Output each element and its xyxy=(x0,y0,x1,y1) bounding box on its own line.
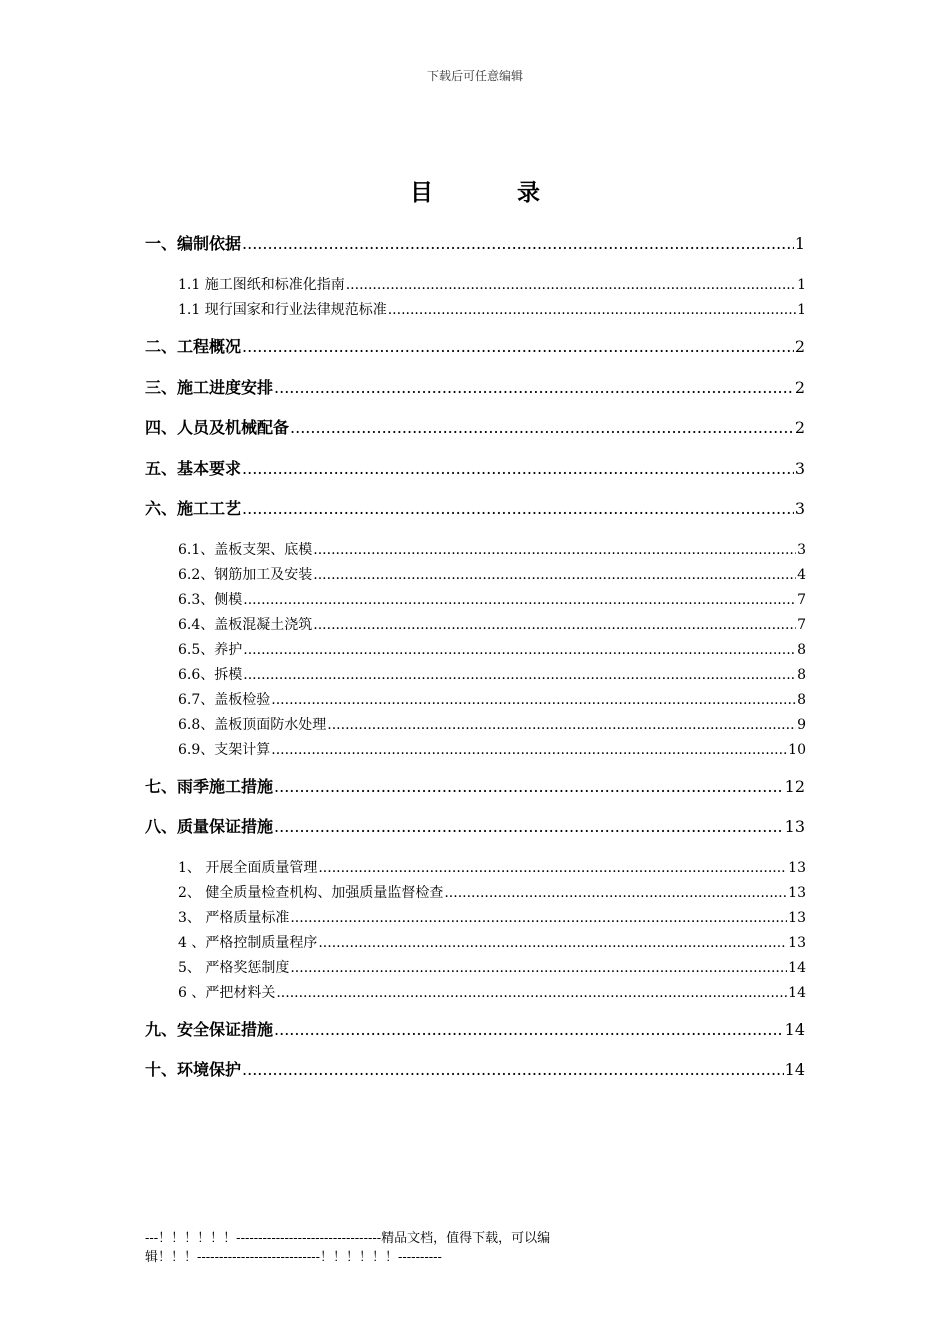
toc-entry-label: 五、基本要求 xyxy=(145,459,242,478)
toc-entry-label: 6.7、盖板检验 xyxy=(178,692,271,708)
toc-entry-label: 十、环境保护 xyxy=(145,1060,242,1079)
toc-entry-chapter[interactable] xyxy=(145,334,805,357)
toc-dot-leader xyxy=(271,692,796,708)
toc-entry-label: 四、人员及机械配备 xyxy=(145,418,290,437)
toc-dot-leader xyxy=(242,234,794,253)
toc-dot-leader xyxy=(290,960,787,976)
toc-entry-label: 6.8、盖板顶面防水处理 xyxy=(178,717,327,733)
toc-page-number: 3 xyxy=(794,459,805,478)
toc-entry-label: 6.9、支架计算 xyxy=(178,742,271,758)
toc-entry-label: 2、 健全质量检查机构、加强质量监督检查 xyxy=(178,885,444,901)
toc-entry-chapter[interactable] xyxy=(145,375,805,398)
toc-dot-leader xyxy=(242,1060,784,1079)
toc-entry-section[interactable] xyxy=(178,714,806,734)
toc-page-number: 2 xyxy=(794,378,805,397)
toc-dot-leader xyxy=(327,717,796,733)
toc-page-number: 8 xyxy=(797,667,806,683)
toc-dot-leader xyxy=(313,542,796,558)
toc-dot-leader xyxy=(242,459,794,478)
toc-entry-chapter[interactable] xyxy=(145,1057,805,1080)
toc-entry-chapter[interactable] xyxy=(145,456,805,479)
toc-dot-leader xyxy=(271,742,787,758)
toc-dot-leader xyxy=(243,642,796,658)
toc-entry-section[interactable] xyxy=(178,982,806,1002)
toc-entry-label: 一、编制依据 xyxy=(145,234,242,253)
toc-entry-section[interactable] xyxy=(178,882,806,902)
toc-page-number: 8 xyxy=(797,642,806,658)
toc-page-number: 7 xyxy=(797,617,806,633)
toc-dot-leader xyxy=(274,777,784,796)
toc-dot-leader xyxy=(242,499,794,518)
toc-dot-leader xyxy=(243,667,796,683)
toc-dot-leader xyxy=(313,567,796,583)
toc-entry-label: 6.2、钢筋加工及安装 xyxy=(178,567,313,583)
toc-page-number: 8 xyxy=(797,692,806,708)
toc-entry-label: 6.3、侧模 xyxy=(178,592,243,608)
footer-note xyxy=(145,1229,585,1267)
toc-page-number: 13 xyxy=(788,860,806,876)
toc-entry-section[interactable] xyxy=(178,299,806,319)
toc-entry-section[interactable] xyxy=(178,689,806,709)
toc-entry-chapter[interactable] xyxy=(145,496,805,519)
toc-dot-leader xyxy=(313,617,796,633)
footer-line-1: ---！！！！！！---------------------------------精品文档，值得下载，可以编 xyxy=(145,1231,551,1246)
toc-dot-leader xyxy=(388,302,796,318)
toc-entry-label: 5、 严格奖惩制度 xyxy=(178,960,290,976)
toc-entry-label: 3、 严格质量标准 xyxy=(178,910,290,926)
toc-entry-label: 九、安全保证措施 xyxy=(145,1020,274,1039)
toc-entry-label: 6.5、养护 xyxy=(178,642,243,658)
toc-page-number: 3 xyxy=(794,499,805,518)
toc-page-number: 14 xyxy=(788,960,806,976)
toc-dot-leader xyxy=(346,277,796,293)
toc-dot-leader xyxy=(242,337,794,356)
toc-entry-label: 6 、严把材料关 xyxy=(178,985,276,1001)
toc-entry-label: 七、雨季施工措施 xyxy=(145,777,274,796)
toc-dot-leader xyxy=(274,1020,784,1039)
toc-entry-section[interactable] xyxy=(178,739,806,759)
toc-entry-label: 八、质量保证措施 xyxy=(145,817,274,836)
toc-page-number: 3 xyxy=(797,542,806,558)
toc-entry-chapter[interactable] xyxy=(145,814,805,837)
toc-entry-chapter[interactable] xyxy=(145,1017,805,1040)
toc-entry-section[interactable] xyxy=(178,564,806,584)
header-note: 下载后可任意编辑 xyxy=(426,69,523,83)
toc-page-number: 10 xyxy=(788,742,806,758)
toc-entry-label: 1、 开展全面质量管理 xyxy=(178,860,318,876)
toc-entry-chapter[interactable] xyxy=(145,231,805,254)
toc-dot-leader xyxy=(318,860,787,876)
toc-page-number: 12 xyxy=(784,777,805,796)
toc-dot-leader xyxy=(318,935,787,951)
toc-page-number: 4 xyxy=(797,567,806,583)
toc-entry-label: 三、施工进度安排 xyxy=(145,378,274,397)
toc-title: 目 录 xyxy=(409,180,578,206)
toc-page-number: 13 xyxy=(788,935,806,951)
toc-entry-label: 二、工程概况 xyxy=(145,337,242,356)
toc-dot-leader xyxy=(276,985,787,1001)
toc-page-number: 13 xyxy=(788,885,806,901)
toc-entry-label: 六、施工工艺 xyxy=(145,499,242,518)
toc-entry-section[interactable] xyxy=(178,614,806,634)
toc-entry-chapter[interactable] xyxy=(145,415,805,438)
toc-entry-section[interactable] xyxy=(178,539,806,559)
toc-entry-section[interactable] xyxy=(178,664,806,684)
toc-page-number: 14 xyxy=(784,1060,805,1079)
toc-entry-section[interactable] xyxy=(178,589,806,609)
toc-dot-leader xyxy=(290,910,787,926)
toc-entry-label: 1.1 施工图纸和标准化指南 xyxy=(178,277,345,293)
toc-entry-label: 6.1、盖板支架、底模 xyxy=(178,542,313,558)
toc-page-number: 2 xyxy=(794,337,805,356)
toc-dot-leader xyxy=(274,378,794,397)
footer-line-2: 辑！！！----------------------------！！！！！！---------- xyxy=(145,1250,442,1265)
toc-page-number: 13 xyxy=(788,910,806,926)
toc-page-number: 1 xyxy=(797,302,806,318)
toc-page-number: 2 xyxy=(794,418,805,437)
toc-entry-label: 1.1 现行国家和行业法律规范标准 xyxy=(178,302,387,318)
toc-entry-section[interactable] xyxy=(178,957,806,977)
toc-page-number: 14 xyxy=(784,1020,805,1039)
toc-entry-section[interactable] xyxy=(178,857,806,877)
toc-page-number: 7 xyxy=(797,592,806,608)
toc-entry-section[interactable] xyxy=(178,639,806,659)
toc-entry-section[interactable] xyxy=(178,907,806,927)
toc-page-number: 9 xyxy=(797,717,806,733)
toc-dot-leader xyxy=(290,418,794,437)
toc-page-number: 1 xyxy=(794,234,805,253)
toc-dot-leader xyxy=(274,817,784,836)
toc-dot-leader xyxy=(444,885,787,901)
toc-entry-section[interactable] xyxy=(178,274,806,294)
toc-page-number: 1 xyxy=(797,277,806,293)
toc-page-number: 13 xyxy=(784,817,805,836)
toc-entry-chapter[interactable] xyxy=(145,774,805,797)
toc-entry-label: 6.6、拆模 xyxy=(178,667,243,683)
toc-page-number: 14 xyxy=(788,985,806,1001)
toc-dot-leader xyxy=(243,592,796,608)
toc-entry-section[interactable] xyxy=(178,932,806,952)
toc-entry-label: 4 、严格控制质量程序 xyxy=(178,935,318,951)
toc-entry-label: 6.4、盖板混凝土浇筑 xyxy=(178,617,313,633)
